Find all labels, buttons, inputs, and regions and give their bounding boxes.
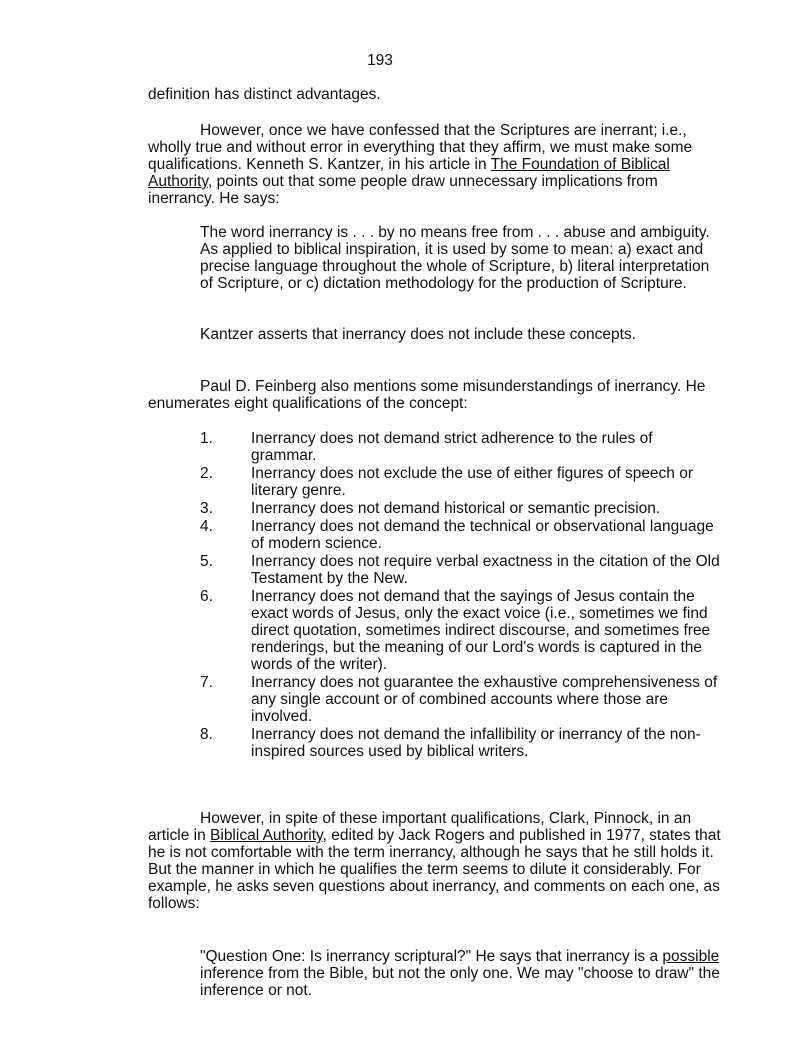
list-item: [200, 500, 720, 517]
list-item-text: Inerrancy does not exclude the use of either figures of speech or literary genre.: [251, 465, 694, 499]
list-item-text: Inerrancy does not demand that the sayings of Jesus contain the exact words of Jesus, only the exact voice (i.e., sometimes we find direct quotation, sometimes indirect discourse, and sometimes free renderings, but the meaning of our Lord's words is captured in the words of the writer).: [251, 588, 711, 673]
list-item: [200, 553, 720, 587]
emphasis-possible: possible: [662, 948, 720, 965]
list-item: [200, 465, 720, 499]
paragraph-pinnock-text-1: However, in spite of these important qualifications, Clark, Pinnock, in an article in: [148, 810, 692, 844]
list-item-number: 2.: [200, 465, 213, 482]
list-item-text: Inerrancy does not demand historical or semantic precision.: [251, 500, 661, 517]
paragraph-pinnock: [148, 810, 723, 912]
paragraph-pinnock-text-2: , edited by Jack Rogers and published in 1977, states that he is not comfortable with the term inerrancy, although he says that he still holds it. But the manner in which he qualifies the term seems to dilute it considerably. For example, he asks seven questions about inerrancy, and comments on each one, as follows:: [148, 827, 721, 912]
question-one-text-1: "Question One: Is inerrancy scriptural?" He says that inerrancy is a: [200, 948, 663, 965]
book-title-biblical-authority: Biblical Authority: [210, 827, 323, 844]
page-number: 193: [367, 52, 393, 69]
block-quote-kantzer: The word inerrancy is . . . by no means free from . . . abuse and ambiguity. As applied to biblical inspiration, it is used by some to mean: a) exact and precise language throughout the whole of Scripture, b) literal interpretation of Scripture, or c) dictation methodology for the production of Scripture.: [200, 224, 710, 292]
list-item-text: Inerrancy does not demand the technical or observational language of modern science.: [251, 518, 714, 552]
list-item-number: 4.: [200, 518, 213, 535]
list-item: [200, 588, 720, 673]
list-item: [200, 518, 720, 552]
qualifications-list: [200, 430, 720, 761]
block-quote-question-one: [200, 948, 720, 999]
list-item-number: 3.: [200, 500, 213, 517]
list-item-text: Inerrancy does not demand strict adherence to the rules of grammar.: [251, 430, 653, 464]
list-item-number: 5.: [200, 553, 213, 570]
paragraph-kantzer: [148, 122, 723, 207]
paragraph-feinberg: Paul D. Feinberg also mentions some misunderstandings of inerrancy. He enumerates eight qualifications of the concept:: [148, 378, 706, 412]
question-one-text-2: inference from the Bible, but not the only one. We may "choose to draw" the inference or not.: [200, 965, 720, 999]
list-item-text: Inerrancy does not guarantee the exhaustive comprehensiveness of any single account or of combined accounts where those are involved.: [251, 674, 718, 725]
book-title-foundation: The Foundation of Biblical Authority: [148, 156, 670, 190]
paragraph-kantzer-text-2: , points out that some people draw unnecessary implications from inerrancy. He says:: [148, 173, 658, 207]
list-item-number: 7.: [200, 674, 213, 691]
list-item-text: Inerrancy does not demand the infallibility or inerrancy of the non-inspired sources used by biblical writers.: [251, 726, 701, 760]
list-item-number: 1.: [200, 430, 213, 447]
list-item: [200, 430, 720, 464]
paragraph-kantzer-asserts: Kantzer asserts that inerrancy does not include these concepts.: [200, 326, 636, 343]
list-item: [200, 674, 720, 725]
list-item: [200, 726, 720, 760]
list-item-text: Inerrancy does not require verbal exactness in the citation of the Old Testament by the New.: [251, 553, 720, 587]
paragraph-kantzer-text-1: However, once we have confessed that the Scriptures are inerrant; i.e., wholly true and without error in everything that they affirm, we must make some qualifications. Kenneth S. Kantzer, in his article in: [148, 122, 693, 173]
paragraph-continuation: definition has distinct advantages.: [148, 86, 381, 103]
list-item-number: 6.: [200, 588, 213, 605]
list-item-number: 8.: [200, 726, 213, 743]
